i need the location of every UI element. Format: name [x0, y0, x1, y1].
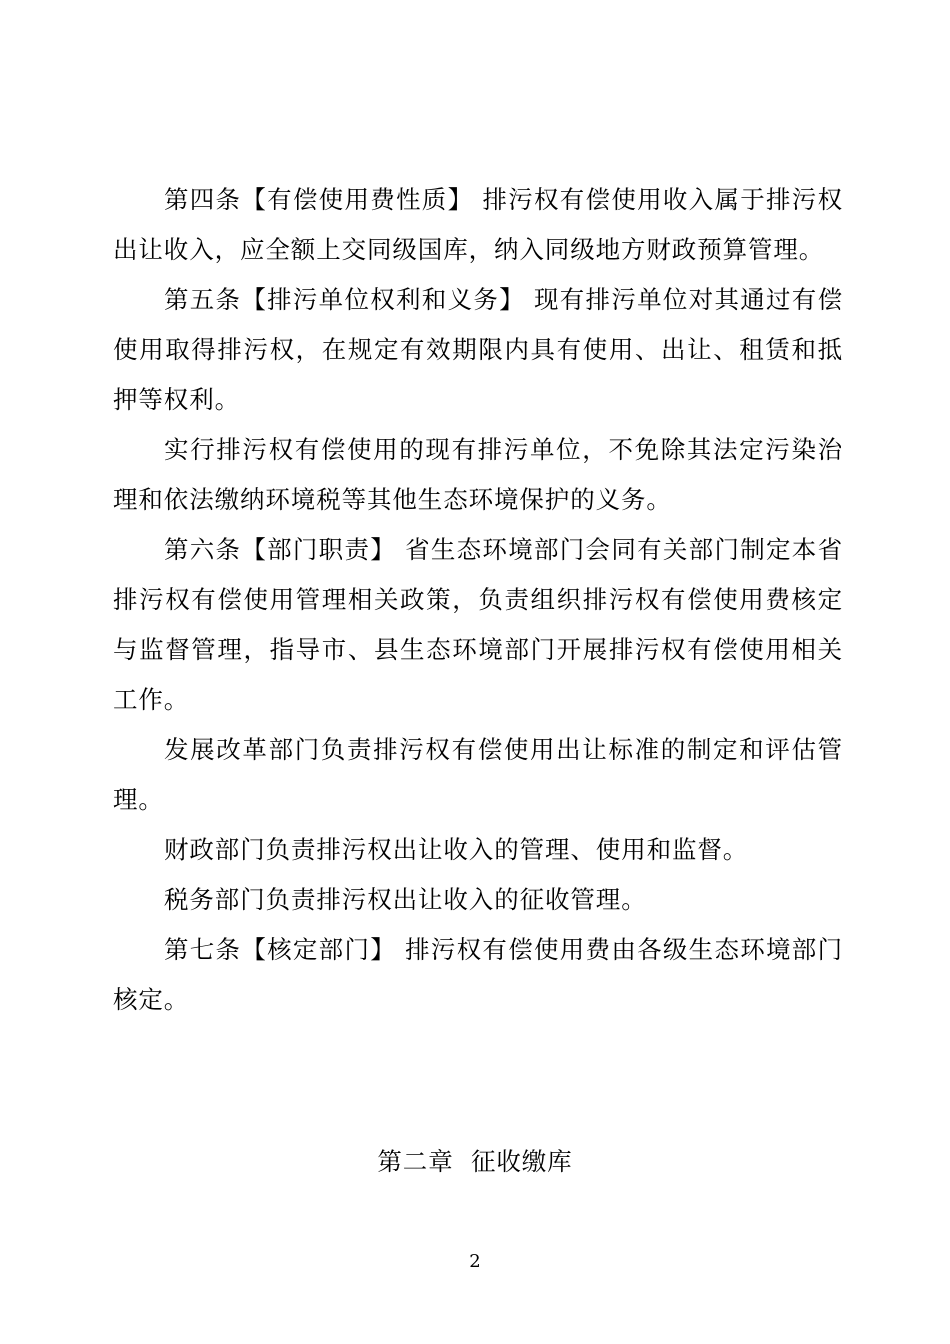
paragraph-article-7 [113, 925, 843, 1025]
article-4-text: 排污权有偿使用收入属于排污权出让收入，应全额上交同级国库，纳入同级地方财政预算管理。 [113, 185, 843, 264]
paragraph-article-5-duties [113, 425, 843, 525]
article-5-heading: 第五条【排污单位权利和义务】 [164, 285, 534, 314]
article-5-duties-text: 实行排污权有偿使用的现有排污单位，不免除其法定污染治理和依法缴纳环境税等其他生态环境保护的义务。 [113, 435, 843, 514]
article-6-text: 省生态环境部门会同有关部门制定本省排污权有偿使用管理相关政策，负责组织排污权有偿使用费核定与监督管理，指导市、县生态环境部门开展排污权有偿使用相关工作。 [113, 535, 843, 714]
paragraph-article-6-development-reform [113, 725, 843, 825]
paragraph-article-6 [113, 525, 843, 725]
paragraph-article-4 [113, 175, 843, 275]
article-5-text: 现有排污单位对其通过有偿使用取得排污权，在规定有效期限内具有使用、出让、租赁和抵押等权利。 [113, 285, 843, 414]
paragraph-article-5 [113, 275, 843, 425]
article-6-tax-text: 税务部门负责排污权出让收入的征收管理。 [164, 885, 647, 914]
page-number: 2 [469, 1251, 481, 1272]
article-6-heading: 第六条【部门职责】 [164, 535, 406, 564]
document-body [113, 175, 843, 1025]
article-7-text: 排污权有偿使用费由各级生态环境部门核定。 [113, 935, 843, 1014]
article-6-development-reform-text: 发展改革部门负责排污权有偿使用出让标准的制定和评估管理。 [113, 735, 843, 814]
paragraph-article-6-finance [113, 825, 843, 875]
paragraph-article-6-tax [113, 875, 843, 925]
article-4-heading: 第四条【有偿使用费性质】 [164, 185, 483, 214]
article-6-finance-text: 财政部门负责排污权出让收入的管理、使用和监督。 [164, 835, 749, 864]
article-7-heading: 第七条【核定部门】 [164, 935, 406, 964]
chapter-title: 第二章 征收缴库 [377, 1147, 573, 1176]
